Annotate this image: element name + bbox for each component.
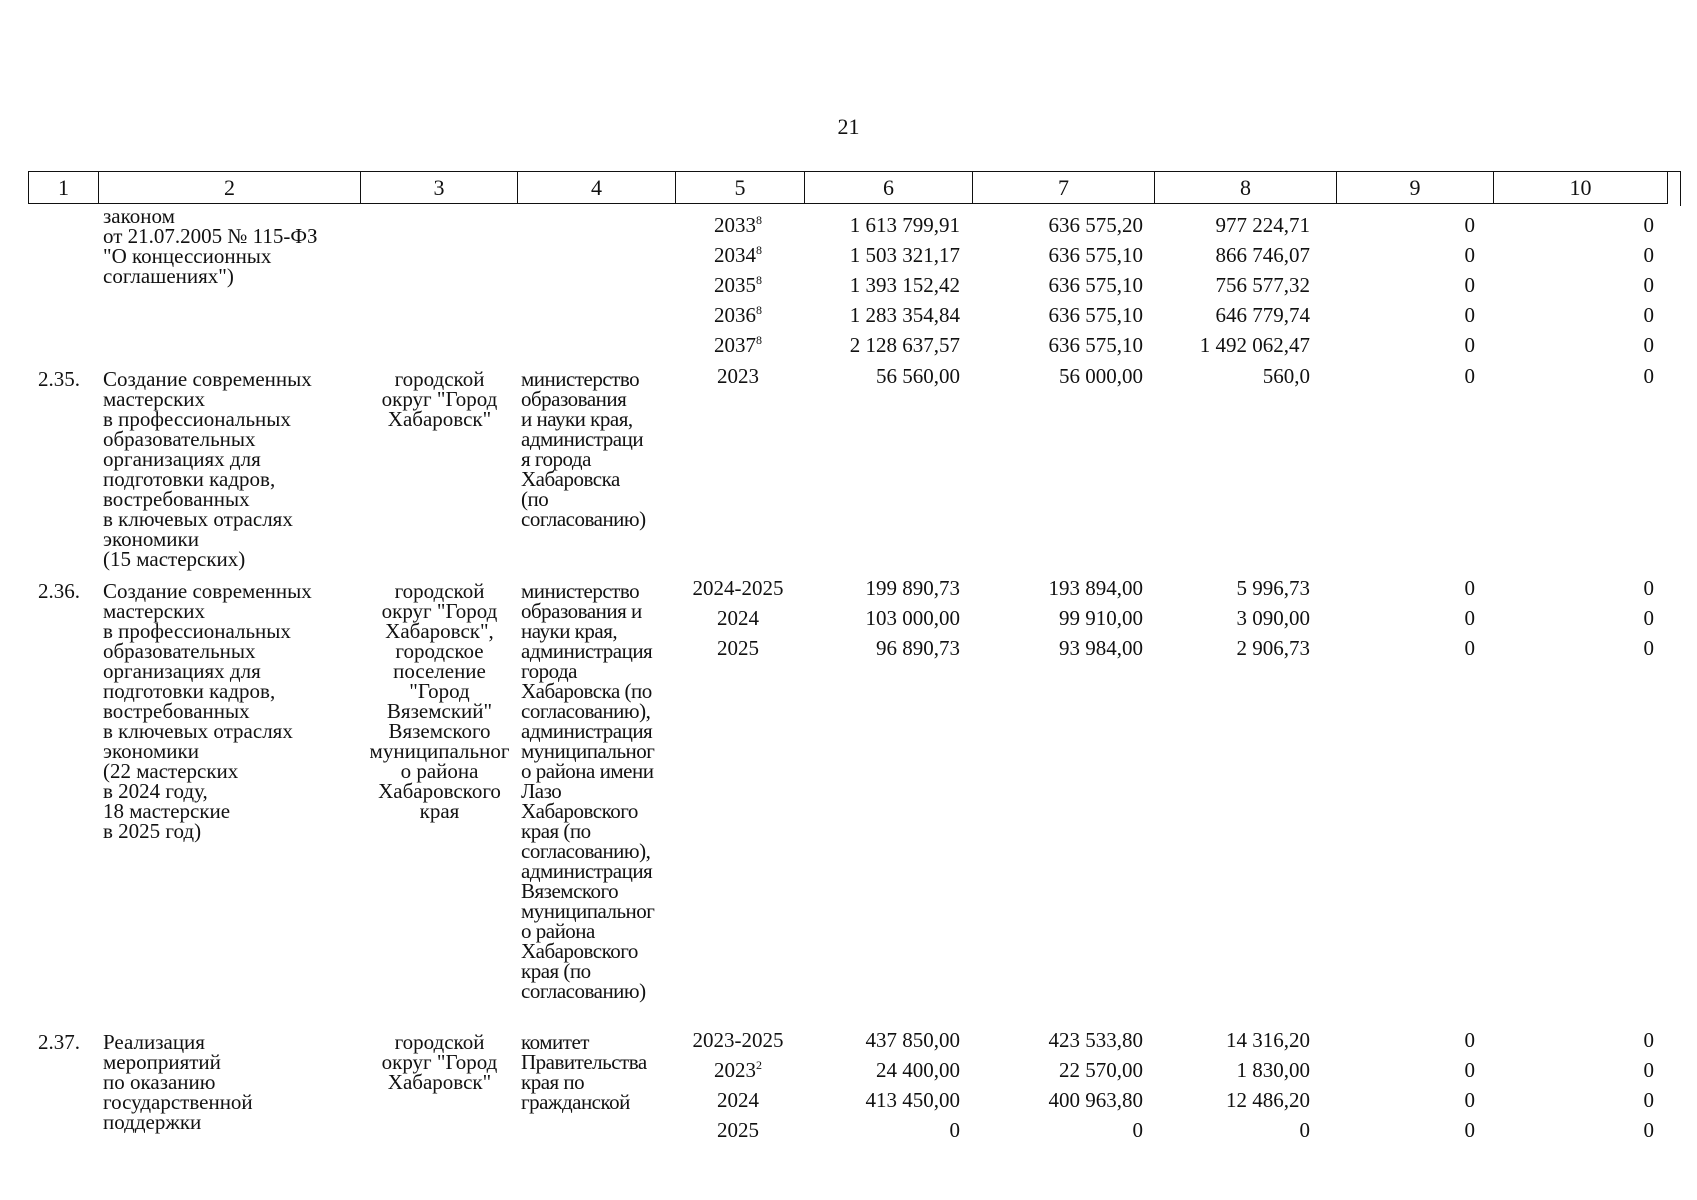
item-location: городской округ "Город Хабаровск" [381, 1030, 498, 1094]
row-total: 1 283 354,84 [849, 303, 960, 327]
row-year: 2034$^8$ [714, 243, 762, 267]
row-col9: 0 [1464, 1058, 1475, 1082]
row-col7: 400 963,80 [1048, 1088, 1143, 1112]
row-col8: 0 [1299, 1118, 1310, 1142]
row-year: 2035$^8$ [714, 273, 762, 297]
row-col7: 22 570,00 [1059, 1058, 1143, 1082]
item-name: Реализация мероприятий по оказанию государственной поддержки [103, 1030, 253, 1134]
row-year: 2036$^8$ [714, 303, 762, 327]
row-year: 2023-2025 [692, 1028, 784, 1052]
header-col-6: 6 [805, 172, 973, 204]
item-executor: комитет Правительства края по гражданской [521, 1030, 647, 1114]
page-number: 21 [837, 114, 860, 139]
row-col7: 93 984,00 [1059, 636, 1143, 660]
row-total: 56 560,00 [876, 364, 960, 388]
row-col7: 636 575,20 [1048, 213, 1143, 237]
header-col-8: 8 [1155, 172, 1337, 204]
row-col10: 0 [1643, 364, 1654, 388]
row-total: 2 128 637,57 [849, 333, 960, 357]
row-year: 2024 [717, 606, 759, 630]
row-col9: 0 [1464, 1088, 1475, 1112]
row-year: 2025 [717, 1118, 759, 1142]
row-year: 2023$^2$ [714, 1058, 762, 1082]
item-number: 2.35. [38, 367, 80, 391]
row-total: 1 503 321,17 [849, 243, 960, 267]
item-number: 2.36. [38, 579, 80, 603]
row-col10: 0 [1643, 273, 1654, 297]
row-total: 24 400,00 [876, 1058, 960, 1082]
header-col-10: 10 [1494, 172, 1668, 204]
row-col8: 756 577,32 [1215, 273, 1310, 297]
row-total: 413 450,00 [865, 1088, 960, 1112]
row-col10: 0 [1643, 213, 1654, 237]
row-col9: 0 [1464, 1118, 1475, 1142]
row-col10: 0 [1643, 1058, 1654, 1082]
table-header [28, 171, 1668, 204]
row-year: 2024 [717, 1088, 759, 1112]
item-number: 2.37. [38, 1030, 80, 1054]
row-col9: 0 [1464, 636, 1475, 660]
header-col-7: 7 [973, 172, 1155, 204]
row-col9: 0 [1464, 213, 1475, 237]
item-name: Создание современных мастерских в профессиональных образовательных организациях для подготовки кадров, востребованных в ключевых отраслях экономики (15 мастерских) [103, 367, 312, 571]
row-total: 1 613 799,91 [849, 213, 960, 237]
header-col-9: 9 [1337, 172, 1494, 204]
row-total: 437 850,00 [865, 1028, 960, 1052]
row-col10: 0 [1643, 1088, 1654, 1112]
row-col8: 12 486,20 [1226, 1088, 1310, 1112]
row-year: 2025 [717, 636, 759, 660]
header-col-5: 5 [676, 172, 805, 204]
row-col10: 0 [1643, 303, 1654, 327]
row-col8: 977 224,71 [1215, 213, 1310, 237]
row-col7: 636 575,10 [1048, 333, 1143, 357]
row-total: 199 890,73 [865, 576, 960, 600]
row-col10: 0 [1643, 606, 1654, 630]
header-col-4: 4 [518, 172, 676, 204]
row-total: 103 000,00 [865, 606, 960, 630]
row-col9: 0 [1464, 1028, 1475, 1052]
row-col9: 0 [1464, 273, 1475, 297]
row-col9: 0 [1464, 576, 1475, 600]
row-col8: 866 746,07 [1215, 243, 1310, 267]
item-location: городской округ "Город Хабаровск" [381, 367, 498, 431]
item-executor: министерство образования и науки края, администраци я города Хабаровска (по согласованию) [521, 367, 646, 531]
row-col7: 0 [1132, 1118, 1143, 1142]
row-year: 2037$^8$ [714, 333, 762, 357]
row-col10: 0 [1643, 243, 1654, 267]
header-col-1: 1 [29, 172, 99, 204]
row-year: 2033$^8$ [714, 213, 762, 237]
row-col9: 0 [1464, 303, 1475, 327]
header-border-tail [1667, 171, 1681, 206]
row-col8: 560,0 [1262, 364, 1310, 388]
row-col7: 423 533,80 [1048, 1028, 1143, 1052]
row-col9: 0 [1464, 333, 1475, 357]
row-col8: 2 906,73 [1236, 636, 1310, 660]
row-col9: 0 [1464, 606, 1475, 630]
row-year: 2023 [717, 364, 759, 388]
row-col7: 99 910,00 [1059, 606, 1143, 630]
row-col9: 0 [1464, 243, 1475, 267]
row-col10: 0 [1643, 333, 1654, 357]
row-col10: 0 [1643, 1028, 1654, 1052]
header-col-2: 2 [99, 172, 361, 204]
continuation-name: законом от 21.07.2005 № 115-ФЗ "О концессионных соглашениях") [103, 204, 318, 288]
item-location: городской округ "Город Хабаровск", городское поселение "Город Вяземский" Вяземского муниципальног о района Хабаровского края [369, 579, 510, 823]
row-total: 1 393 152,42 [849, 273, 960, 297]
row-year: 2024-2025 [692, 576, 784, 600]
row-col8: 3 090,00 [1236, 606, 1310, 630]
item-executor: министерство образования и науки края, администрация города Хабаровска (по согласованию), администрация муниципальног о района имени Лазо Хабаровского края (по согласованию), администрация Вяземского муниципальног о района Хабаровского края (по согласованию) [521, 579, 655, 1003]
row-col8: 1 830,00 [1236, 1058, 1310, 1082]
row-col7: 193 894,00 [1048, 576, 1143, 600]
row-col8: 646 779,74 [1215, 303, 1310, 327]
row-col10: 0 [1643, 576, 1654, 600]
row-total: 0 [949, 1118, 960, 1142]
item-name: Создание современных мастерских в профессиональных образовательных организациях для подготовки кадров, востребованных в ключевых отраслях экономики (22 мастерских в 2024 году, 18 мастерские в 2025 год) [103, 579, 312, 843]
row-col7: 636 575,10 [1048, 303, 1143, 327]
row-col7: 636 575,10 [1048, 243, 1143, 267]
row-col8: 1 492 062,47 [1199, 333, 1310, 357]
row-col7: 56 000,00 [1059, 364, 1143, 388]
row-col8: 5 996,73 [1236, 576, 1310, 600]
row-col9: 0 [1464, 364, 1475, 388]
row-col7: 636 575,10 [1048, 273, 1143, 297]
row-col8: 14 316,20 [1226, 1028, 1310, 1052]
row-col10: 0 [1643, 636, 1654, 660]
header-col-3: 3 [361, 172, 518, 204]
row-col10: 0 [1643, 1118, 1654, 1142]
row-total: 96 890,73 [876, 636, 960, 660]
